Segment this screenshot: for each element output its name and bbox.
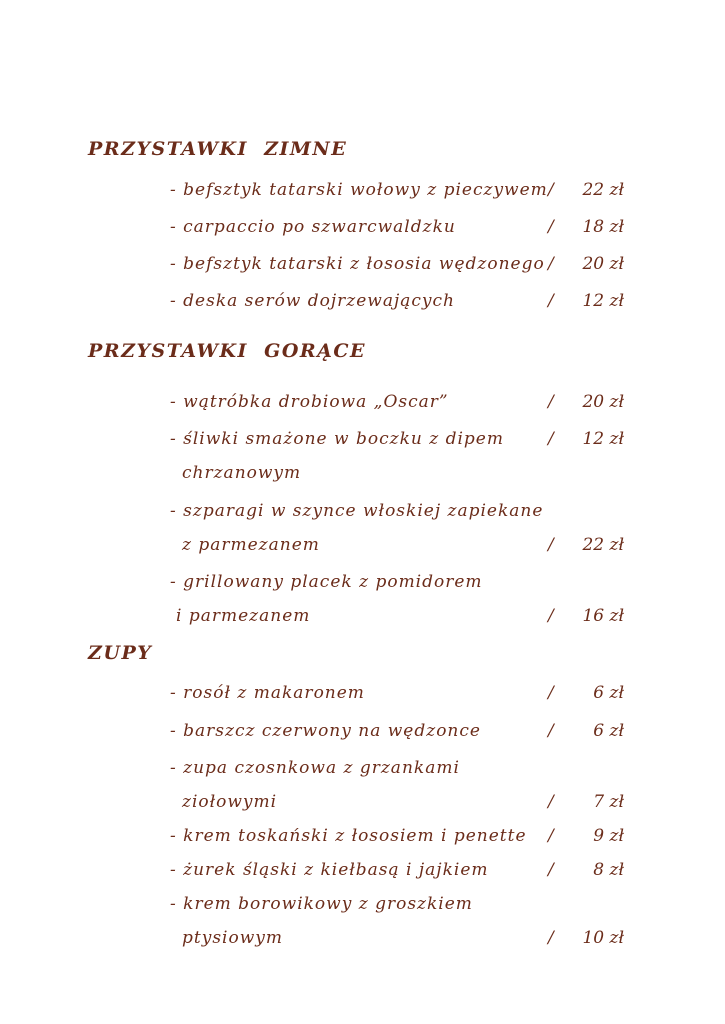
menu-item-name: - grillowany placek z pomidorem [170,572,483,592]
menu-item-price: 9 zł [593,826,624,846]
separator: / [548,254,554,274]
menu-item-name-continuation: ziołowymi [182,792,278,812]
menu-item-name-continuation: chrzanowym [182,463,302,483]
separator: / [548,291,554,311]
menu-item-name: - szparagi w szynce włoskiej zapiekane [170,501,544,521]
menu-item-price: 6 zł [593,683,624,703]
menu-item-name: - deska serów dojrzewających [170,291,455,311]
separator: / [548,217,554,237]
menu-item-name-continuation: i parmezanem [176,606,311,626]
separator: / [548,683,554,703]
menu-item-name: - krem borowikowy z groszkiem [170,894,473,914]
separator: / [548,535,554,555]
menu-item-name: - śliwki smażone w boczku z dipem [170,429,504,449]
separator: / [548,180,554,200]
section-title-przystawki-gorace: PRZYSTAWKI GORĄCE [88,340,367,362]
separator: / [548,792,554,812]
menu-item-name: - befsztyk tatarski wołowy z pieczywem [170,180,548,200]
menu-item-price: 16 zł [582,606,624,626]
separator: / [548,860,554,880]
separator: / [548,721,554,741]
section-title-zupy: ZUPY [88,642,153,664]
separator: / [548,826,554,846]
menu-item-name-continuation: ptysiowym [182,928,283,948]
section-title-przystawki-zimne: PRZYSTAWKI ZIMNE [88,138,348,160]
menu-item-price: 20 zł [582,392,624,412]
menu-item-price: 22 zł [582,535,624,555]
menu-item-name: - befsztyk tatarski z łososia wędzonego [170,254,545,274]
menu-item-name: - żurek śląski z kiełbasą i jajkiem [170,860,489,880]
separator: / [548,606,554,626]
menu-item-price: 8 zł [593,860,624,880]
separator: / [548,429,554,449]
menu-item-price: 20 zł [582,254,624,274]
menu-item-name: - carpaccio po szwarcwaldzku [170,217,456,237]
menu-item-name: - krem toskański z łososiem i penette [170,826,527,846]
menu-item-name: - barszcz czerwony na wędzonce [170,721,481,741]
menu-item-price: 7 zł [593,792,624,812]
menu-item-price: 12 zł [582,291,624,311]
menu-item-name: - zupa czosnkowa z grzankami [170,758,460,778]
separator: / [548,392,554,412]
menu-item-price: 18 zł [582,217,624,237]
menu-item-price: 12 zł [582,429,624,449]
menu-item-price: 22 zł [582,180,624,200]
menu-item-name-continuation: z parmezanem [182,535,320,555]
separator: / [548,928,554,948]
menu-item-name: - wątróbka drobiowa „Oscar” [170,392,449,412]
menu-item-name: - rosół z makaronem [170,683,365,703]
menu-item-price: 6 zł [593,721,624,741]
menu-item-price: 10 zł [582,928,624,948]
